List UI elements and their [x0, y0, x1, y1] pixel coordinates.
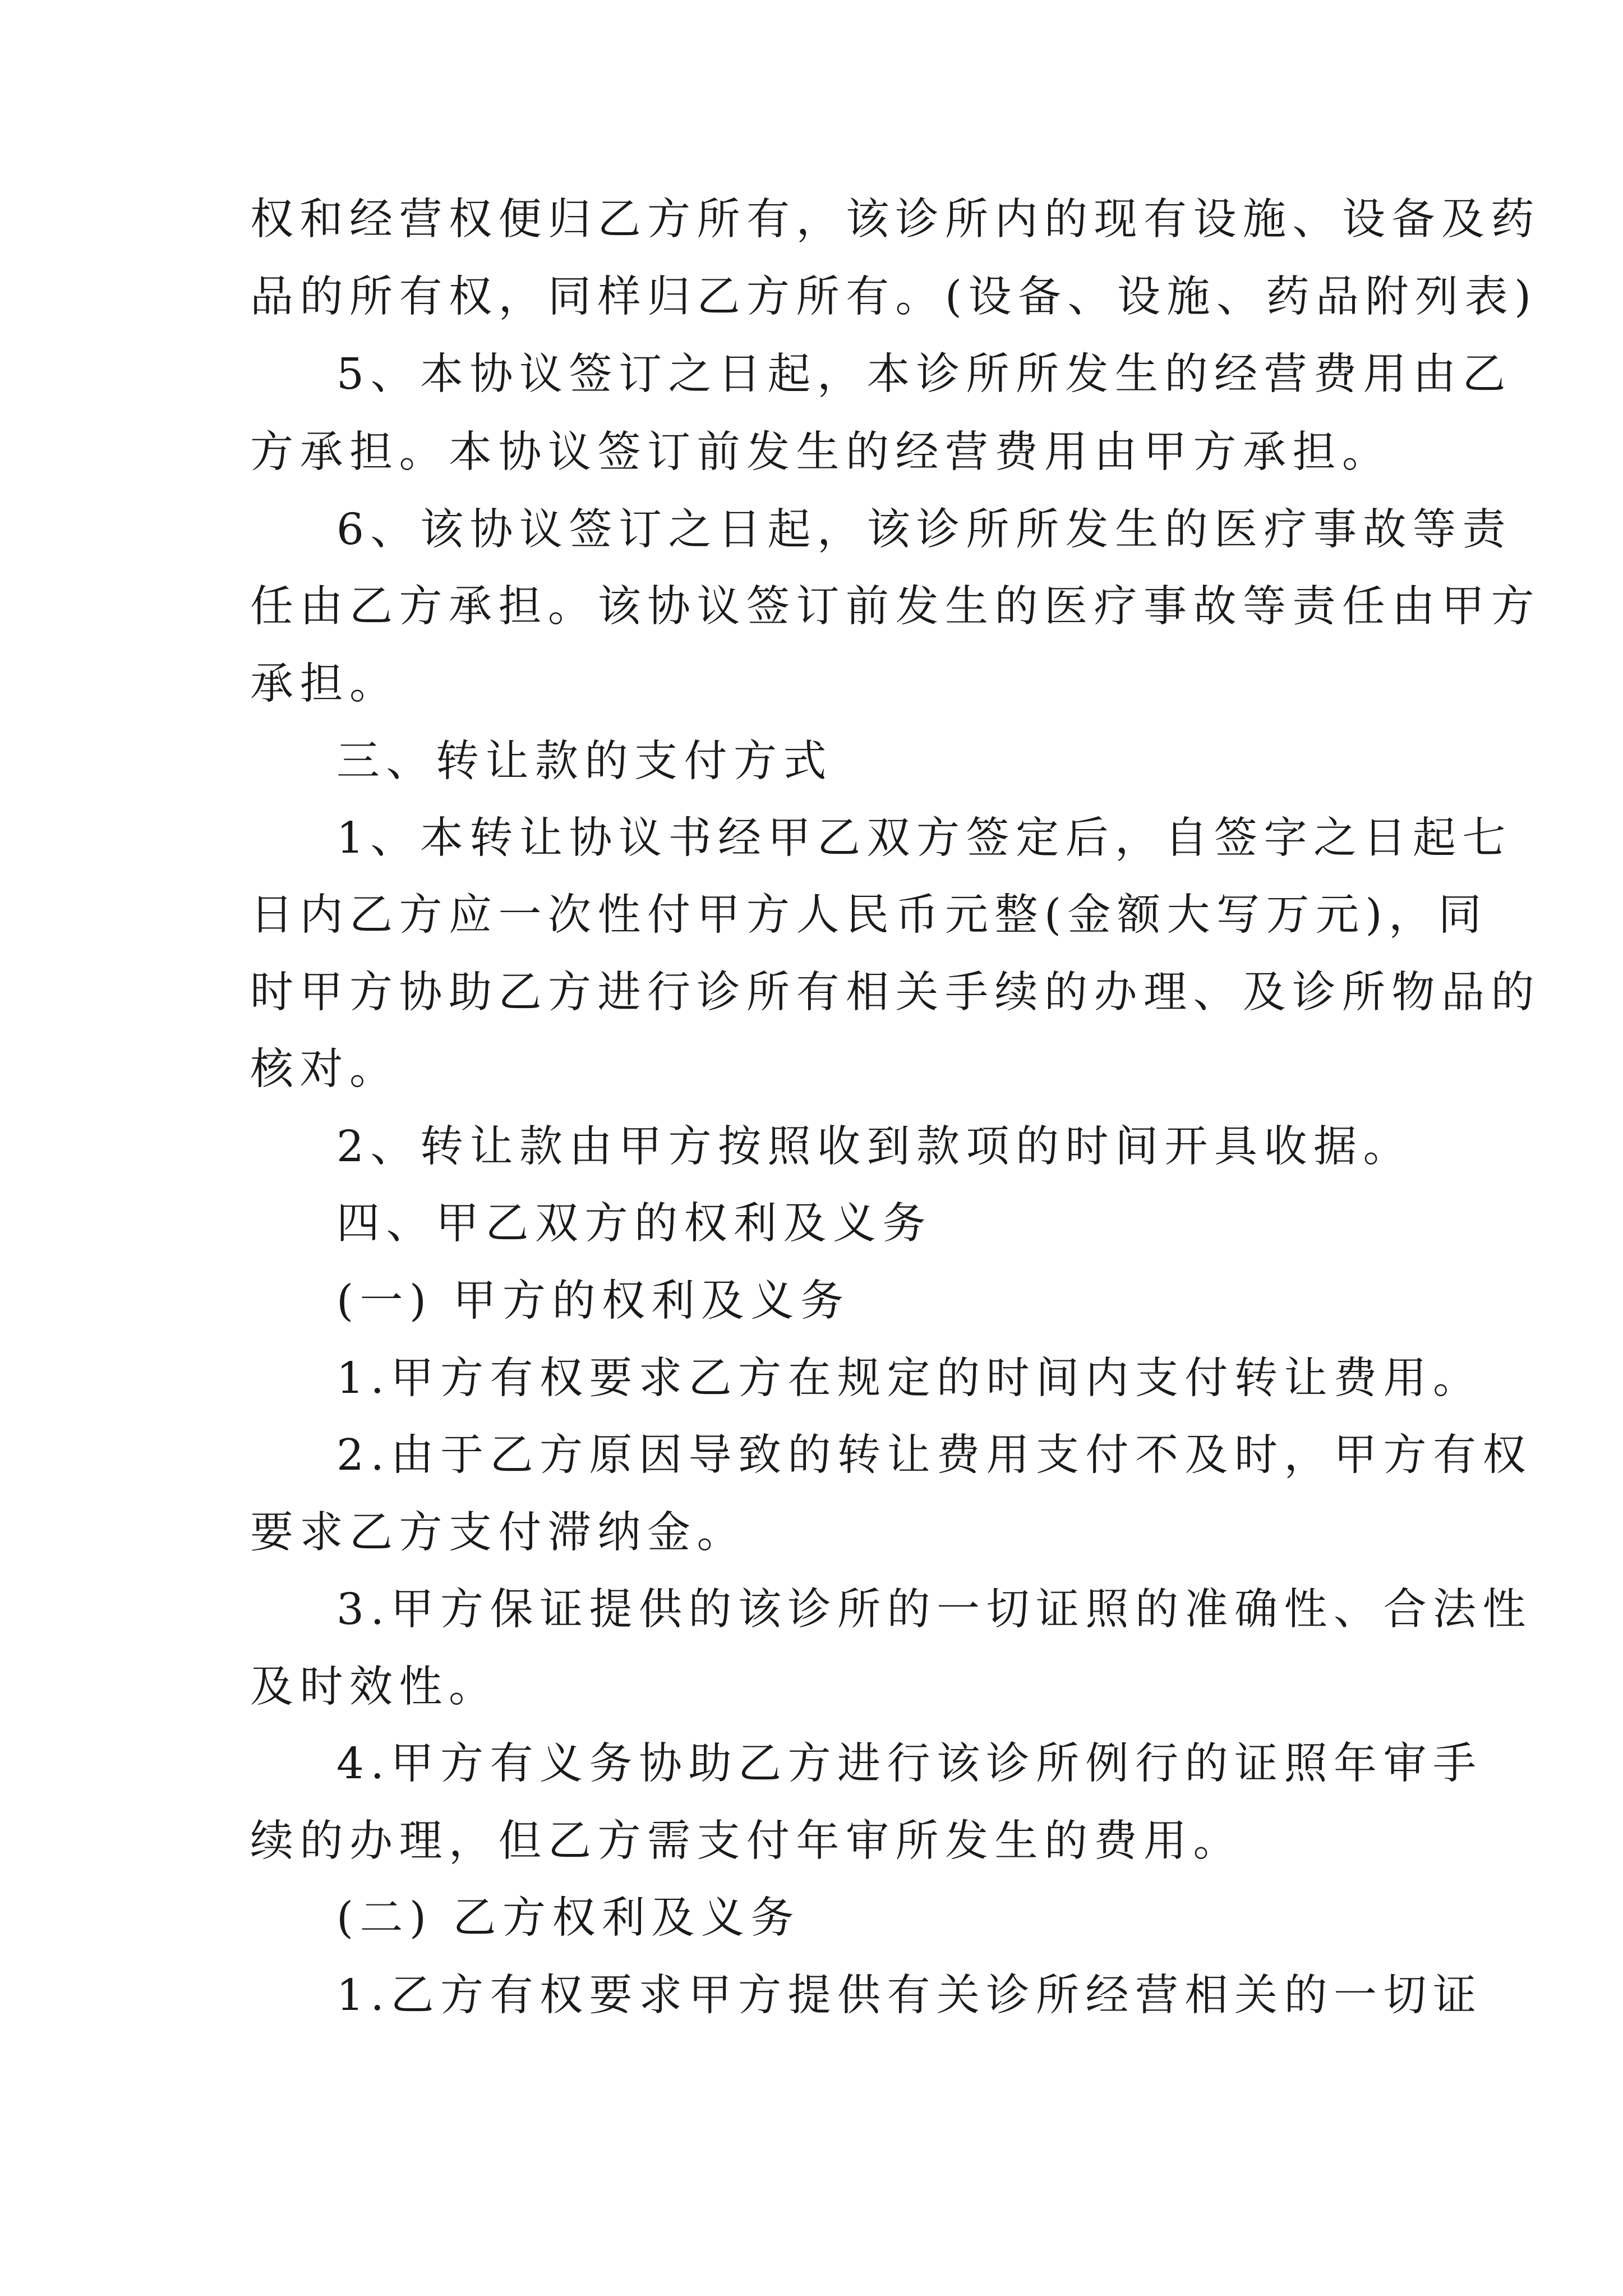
- text-line: 要求乙方支付滞纳金。: [250, 1508, 746, 1558]
- text-line: 4.甲方有义务协助乙方进行该诊所例行的证照年审手: [336, 1739, 1483, 1789]
- text-line: 5、本协议签订之日起，本诊所所发生的经营费用由乙: [336, 349, 1512, 399]
- text-line: 权和经营权便归乙方所有，该诊所内的现有设施、设备及药: [250, 195, 1541, 245]
- text-line: 日内乙方应一次性付甲方人民币元整(金额大写万元)，同: [250, 890, 1488, 940]
- text-line: 方承担。本协议签订前发生的经营费用由甲方承担。: [250, 427, 1392, 477]
- text-line: 3.甲方保证提供的该诊所的一切证照的准确性、合法性: [336, 1585, 1532, 1635]
- text-line: 核对。: [250, 1045, 399, 1094]
- section-heading: 四、甲乙双方的权利及义务: [336, 1199, 932, 1249]
- text-line: 时甲方协助乙方进行诊所有相关手续的办理、及诊所物品的: [250, 968, 1541, 1018]
- subsection-heading: (一) 甲方的权利及义务: [336, 1276, 850, 1326]
- subsection-heading: (二) 乙方权利及义务: [336, 1893, 801, 1943]
- text-line: 2、转让款由甲方按照收到款项的时间开具收据。: [336, 1122, 1413, 1172]
- text-line: 1.乙方有权要求甲方提供有关诊所经营相关的一切证: [336, 1971, 1483, 2021]
- text-line: 及时效性。: [250, 1662, 499, 1712]
- text-line: 续的办理，但乙方需支付年审所发生的费用。: [250, 1816, 1243, 1866]
- text-line: 6、该协议签订之日起，该诊所所发生的医疗事故等责: [336, 505, 1512, 555]
- text-line: 任由乙方承担。该协议签订前发生的医疗事故等责任由甲方: [250, 582, 1541, 632]
- text-line: 1、本转让协议书经甲乙双方签定后，自签字之日起七: [336, 813, 1512, 863]
- text-line: 1.甲方有权要求乙方在规定的时间内支付转让费用。: [336, 1354, 1483, 1404]
- text-line: 承担。: [250, 659, 399, 709]
- text-line: 品的所有权，同样归乙方所有。(设备、设施、药品附列表): [250, 272, 1538, 322]
- text-line: 2.由于乙方原因导致的转让费用支付不及时，甲方有权: [336, 1430, 1532, 1480]
- section-heading: 三、转让款的支付方式: [336, 737, 833, 786]
